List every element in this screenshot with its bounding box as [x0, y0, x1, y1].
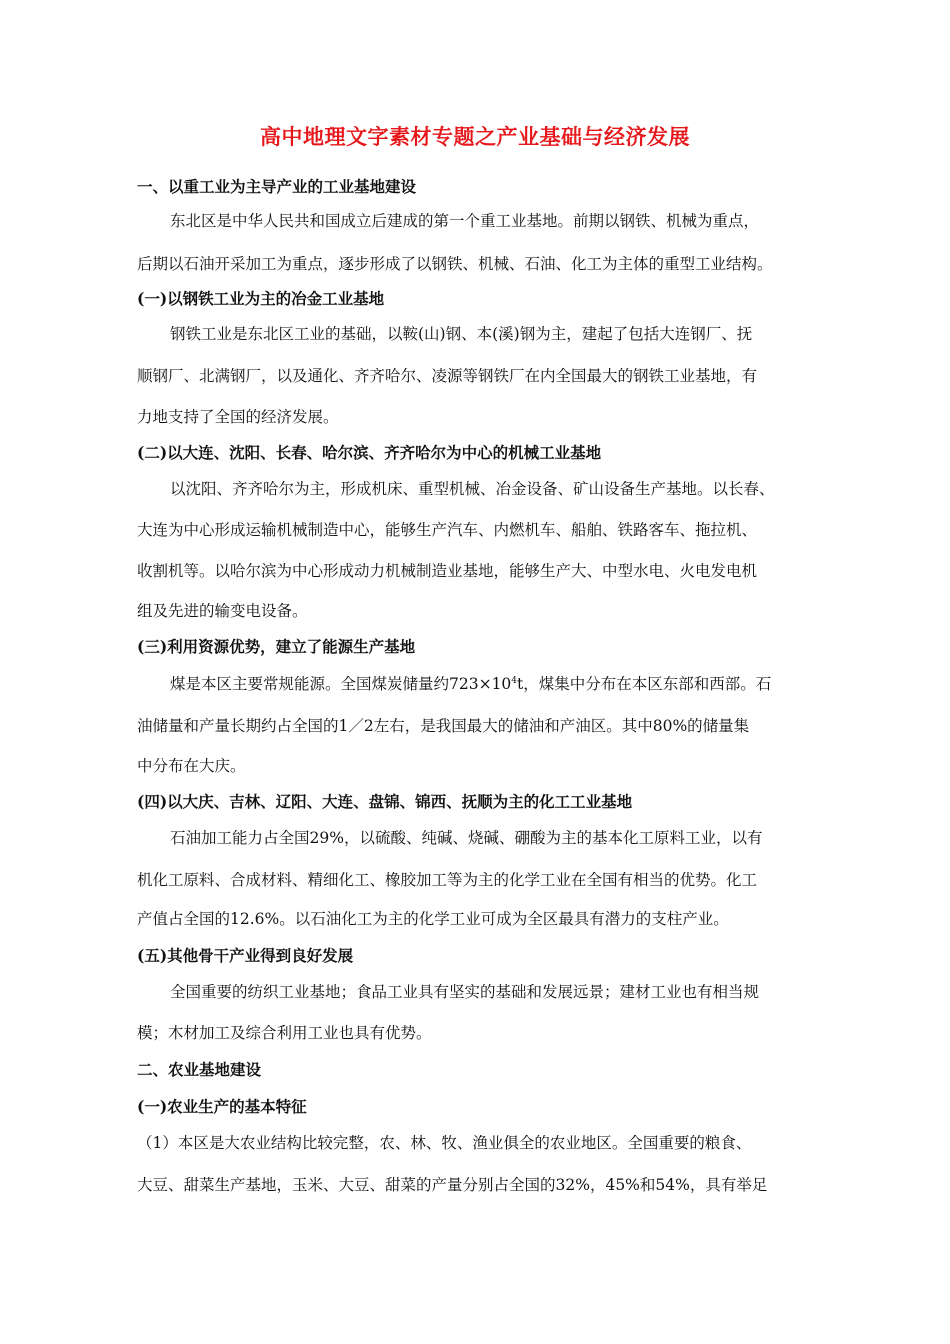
- paragraph-line: 东北区是中华人民共和国成立后建成的第一个重工业基地。前期以钢铁、机械为重点，: [170, 212, 760, 230]
- subsection-heading: (二)以大连、沈阳、长春、哈尔滨、齐齐哈尔为中心的机械工业基地: [137, 443, 602, 462]
- subsection-heading: (四)以大庆、吉林、辽阳、大连、盘锦、锦西、抚顺为主的化工工业基地: [137, 792, 633, 811]
- paragraph-line: （1）本区是大农业结构比较完整，农、林、牧、渔业俱全的农业地区。全国重要的粮食、: [137, 1134, 752, 1152]
- paragraph-line: 模；木材加工及综合利用工业也具有优势。: [137, 1024, 432, 1042]
- paragraph-line: 钢铁工业是东北区工业的基础，以鞍(山)钢、本(溪)钢为主，建起了包括大连钢厂、抚: [170, 325, 753, 343]
- section-heading: 一、以重工业为主导产业的工业基地建设: [137, 177, 417, 196]
- section-heading: 二、农业基地建设: [137, 1060, 262, 1079]
- subsection-heading: (一)农业生产的基本特征: [137, 1097, 307, 1116]
- subsection-heading: (一)以钢铁工业为主的冶金工业基地: [137, 289, 385, 308]
- superscript: 4: [511, 675, 518, 686]
- subsection-heading: (五)其他骨干产业得到良好发展: [137, 946, 354, 965]
- subsection-heading: (三)利用资源优势，建立了能源生产基地: [137, 637, 416, 656]
- paragraph-line: 组及先进的输变电设备。: [137, 602, 308, 620]
- paragraph-line: 机化工原料、合成材料、精细化工、橡胶加工等为主的化学工业在全国有相当的优势。化工: [137, 871, 758, 889]
- paragraph-line: 全国重要的纺织工业基地；食品工业具有坚实的基础和发展远景；建材工业也有相当规: [170, 983, 760, 1001]
- paragraph-line: 以沈阳、齐齐哈尔为主，形成机床、重型机械、冶金设备、矿山设备生产基地。以长春、: [170, 480, 775, 498]
- paragraph-line: 后期以石油开采加工为重点，逐步形成了以钢铁、机械、石油、化工为主体的重型工业结构。: [137, 255, 773, 273]
- paragraph-line: 大连为中心形成运输机械制造中心，能够生产汽车、内燃机车、船舶、铁路客车、拖拉机、: [137, 521, 758, 539]
- paragraph-line: 产值占全国的12.6%。以石油化工为主的化学工业可成为全区最具有潜力的支柱产业。: [137, 910, 729, 928]
- paragraph-line: 力地支持了全国的经济发展。: [137, 408, 339, 426]
- paragraph-line: 顺钢厂、北满钢厂，以及通化、齐齐哈尔、凌源等钢铁厂在内全国最大的钢铁工业基地，有: [137, 367, 758, 385]
- paragraph-text: 煤是本区主要常规能源。全国煤炭储量约723×10: [170, 675, 512, 693]
- paragraph-line: 收割机等。以哈尔滨为中心形成动力机械制造业基地，能够生产大、中型水电、火电发电机: [137, 562, 758, 580]
- paragraph-line: 中分布在大庆。: [137, 757, 246, 775]
- paragraph-line: [170, 672, 771, 696]
- document-title: 高中地理文字素材专题之产业基础与经济发展: [260, 124, 690, 149]
- paragraph-line: 大豆、甜菜生产基地，玉米、大豆、甜菜的产量分别占全国的32%，45%和54%，具有举足: [137, 1176, 768, 1194]
- paragraph-text: t，煤集中分布在本区东部和西部。石: [517, 675, 772, 693]
- paragraph-line: 石油加工能力占全国29%，以硫酸、纯碱、烧碱、硼酸为主的基本化工原料工业，以有: [170, 829, 763, 847]
- paragraph-line: 油储量和产量长期约占全国的1／2左右，是我国最大的储油和产油区。其中80%的储量集: [137, 717, 750, 735]
